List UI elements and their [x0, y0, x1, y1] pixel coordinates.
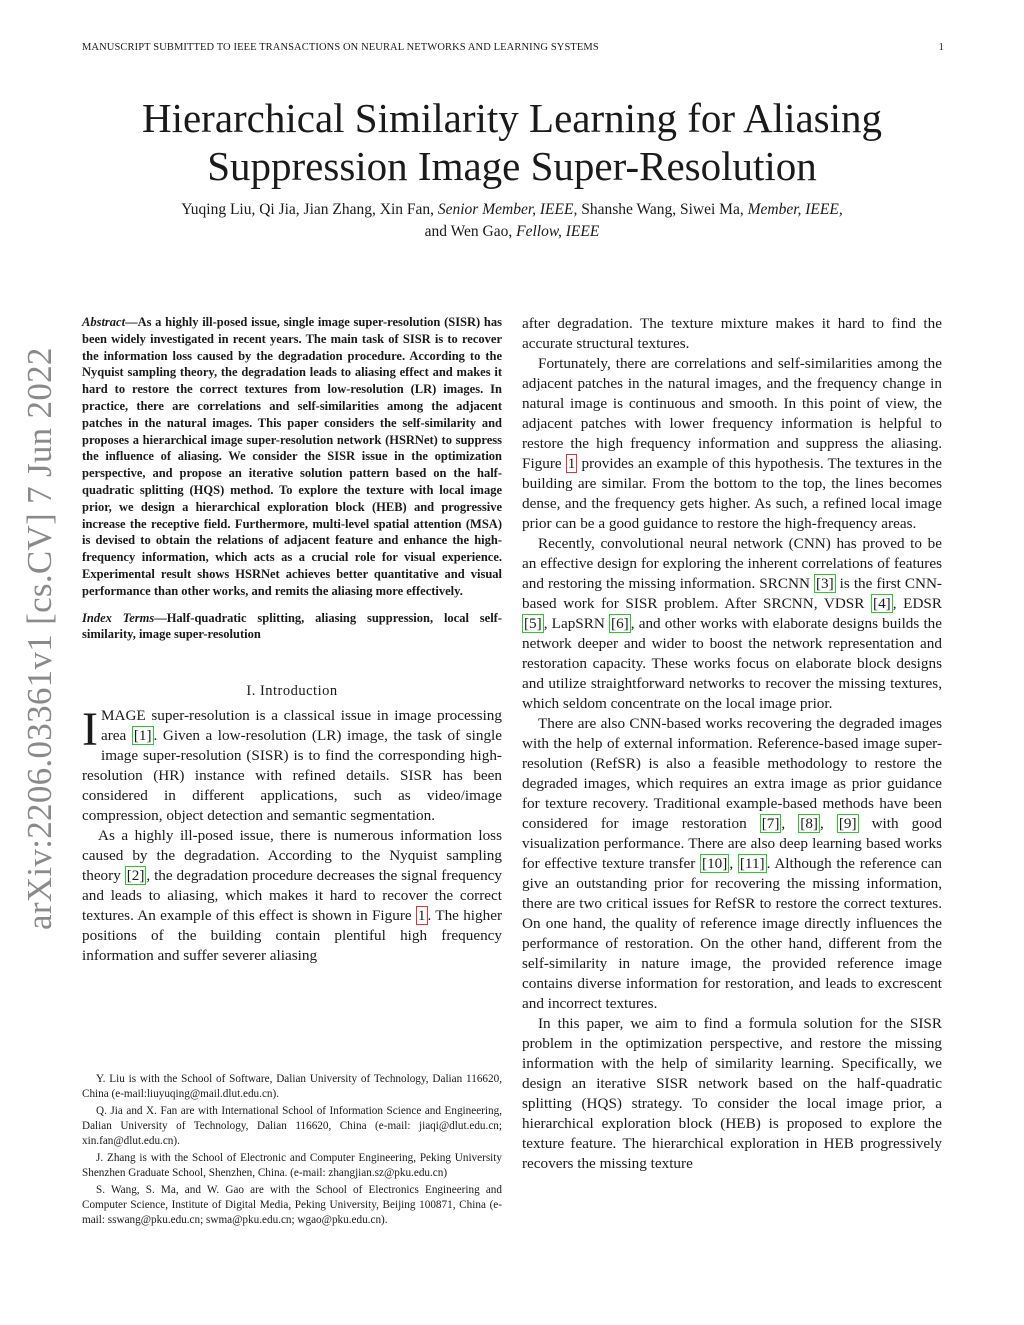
paragraph: after degradation. The texture mixture makes it hard to find the accurate structural textures.: [522, 315, 942, 352]
author-membership-senior: Senior Member, IEEE,: [437, 201, 578, 218]
text-run: with good visualization performance. There are also deep learning based works for effective texture transfer: [522, 815, 942, 872]
citation-link[interactable]: [2]: [126, 867, 145, 885]
text-run: provides an example of this hypothesis. The textures in the building are similar. From the bottom to the top, the lines becomes dense, and the frequency gets higher. As such, a refined local image prior can be a good guidance to restore the high-frequency areas.: [522, 455, 942, 532]
title-line-1: Hierarchical Similarity Learning for Aliasing: [141, 95, 883, 141]
index-terms-label: Index Terms: [82, 610, 155, 625]
text-run: MAGE super-resolution is a classical issue in image processing area: [100, 707, 502, 745]
citation-link[interactable]: [10]: [702, 855, 728, 872]
title-line-2: Suppression Image Super-Resolution: [207, 143, 817, 189]
text-run: Recently, convolutional neural network (CNN) has proved to be an effective design for exploring the inherent correlations of features and restoring the missing information. SRCNN: [522, 535, 942, 592]
authors-names-2: Shanshe Wang, Siwei Ma,: [577, 201, 748, 218]
paragraph: [522, 354, 942, 534]
paragraph: [82, 826, 502, 966]
section-heading-introduction: I. Introduction: [246, 683, 338, 700]
figure-link[interactable]: 1: [417, 907, 426, 925]
text-run: , and other works with elaborate designs builds the network deeper and wider to boost the network representation and restoration capacity. These works focus on elaborate block designs and utilize straightforward networks to recover the missing textures, which seldom concentrate on the local image prior.: [522, 615, 943, 712]
footnote: J. Zhang is with the School of Electronic and Computer Engineering, Peking University Shenzhen Graduate School, Shenzhen, China. (e-mail: zhangjian.sz@pku.edu.cn): [82, 1152, 502, 1179]
footnote: S. Wang, S. Ma, and W. Gao are with the School of Electronics Engineering and Computer Science, Institute of Digital Media, Peking University, Beijing 100871, China (e-mail: sswang@pku.edu.cn; swma@pku.edu.cn; wgao@pku.edu.cn).: [82, 1184, 502, 1226]
text-run: . The higher positions of the building contain plentiful high frequency information and suffer severer aliasing: [82, 907, 502, 965]
figure-link[interactable]: 1: [567, 455, 576, 472]
abstract: [82, 314, 502, 600]
text-run: . Although the reference can give an outstanding prior for recovering the missing information, there are two critical issues for RefSR to restore the correct textures. On one hand, the quality of reference image directly influences the performance of restoration. On the other hand, different from the self-similarity in nature image, the provided reference image contains diverse information for restoration, and leads to excrescent and incorrect textures.: [522, 855, 942, 1012]
text-run: There are also CNN-based works recovering the degraded images with the help of external information. Reference-based image super-resolution (RefSR) is also a feasible methodology to restore the degraded images, which requires an extra image as prior guidance for texture recovery. Traditional example-based methods have been considered for image restoration: [522, 715, 942, 832]
author-membership-fellow: Fellow, IEEE: [516, 223, 600, 240]
paragraph: In this paper, we aim to find a formula solution for the SISR problem in the optimization perspective, and restore the missing information with the help of similarity learning. Specifically, we design an iterative SISR network based on the half-quadratic splitting (HQS) strategy. To consider the local image prior, a hierarchical exploration block (HEB) is proposed to explore the texture feature. The hierarchical exploration in HEB progressively recovers the missing texture: [522, 1015, 942, 1172]
text-run: ,: [819, 815, 837, 832]
text-run: ,: [729, 855, 738, 872]
paper-title: [82, 94, 942, 190]
running-header: [82, 42, 944, 56]
text-run: is the first CNN-based work for SISR problem. After SRCNN, VDSR: [522, 575, 942, 612]
authors-names-3: and Wen Gao,: [424, 223, 517, 240]
abstract-text: —As a highly ill-posed issue, single image super-resolution (SISR) has been widely investigated in recent years. The main task of SISR is to recover the information loss caused by the degradation procedure. According to the Nyquist sampling theory, the degradation leads to aliasing effect and makes it hard to restore the correct textures from low-resolution (LR) images. In practice, there are correlations and self-similarities among the adjacent patches in the natural images. This paper considers the self-similarity and proposes a hierarchical image super-resolution network (HSRNet) to suppress the influence of aliasing. We consider the SISR issue in the optimization perspective, and propose an iterative solution pattern based on the half-quadratic splitting (HQS) method. To explore the texture with local image prior, we design a hierarchical exploration block (HEB) and progressive increase the receptive field. Furthermore, multi-level spatial attention (MSA) is devised to obtain the relations of adjacent feature and enhance the high-frequency information, which acts as a crucial role for visual experience. Experimental result shows HSRNet achieves better quantitative and visual performance than other works, and remits the aliasing more effectively.: [82, 315, 502, 598]
text-run: As a highly ill-posed issue, there is numerous information loss caused by the degradation. According to the Nyquist sampling theory: [82, 827, 502, 885]
paragraph: [82, 703, 502, 826]
text-run: . Given a low-resolution (LR) image, the task of single image super-resolution (SISR) is to find the corresponding high-resolution (HR) instance with refined details. SISR has been considered in different applications, such as video/image compression, object detection and semantic segmentation.: [82, 727, 502, 825]
text-run: , EDSR: [892, 595, 942, 612]
authors-names-1: Yuqing Liu, Qi Jia, Jian Zhang, Xin Fan,: [181, 201, 438, 218]
text-run: ,: [781, 815, 799, 832]
paragraph: [522, 534, 942, 714]
left-column: [82, 314, 502, 966]
footnote: Q. Jia and X. Fan are with International School of Information Science and Engineering, Dalian University of Technology, Dalian 116620, China (e-mail: jiaqi@dlut.edu.cn; xin.fan@dlut.edu.cn).: [82, 1105, 502, 1147]
citation-link[interactable]: [3]: [815, 575, 834, 592]
abstract-label: Abstract: [82, 315, 126, 329]
arxiv-stamp: arXiv:2206.03361v1 [cs.CV] 7 Jun 2022: [20, 347, 59, 930]
right-column: [522, 314, 942, 1174]
footnote: Y. Liu is with the School of Software, Dalian University of Technology, Dalian 116620, China (e-mail:liuyuqing@mail.dlut.edu.cn).: [82, 1073, 502, 1100]
citation-link[interactable]: [1]: [133, 727, 152, 745]
citation-link[interactable]: [11]: [739, 855, 765, 872]
authors-line-1: [82, 199, 942, 221]
drop-cap: I: [82, 703, 98, 757]
citation-link[interactable]: [6]: [611, 615, 629, 632]
intro-text-left: [82, 703, 502, 966]
author-membership-member: Member, IEEE,: [747, 201, 843, 218]
text-run: , the degradation procedure decreases the signal frequency and leads to aliasing, which makes it hard to recover the correct textures. An example of this effect is shown in Figure: [82, 867, 502, 925]
journal-name: MANUSCRIPT SUBMITTED TO IEEE TRANSACTIONS ON NEURAL NETWORKS AND LEARNING SYSTEMS: [82, 42, 599, 53]
citation-link[interactable]: [7]: [761, 815, 780, 832]
index-terms-text: —Half-quadratic splitting, aliasing suppression, local self-similarity, image super-resolution: [82, 610, 502, 642]
author-list: [82, 199, 942, 243]
text-run: Fortunately, there are correlations and self-similarities among the adjacent patches in the natural images, and the frequency change in natural image is continuous and smooth. In this point of view, the adjacent patches with lower frequency information is helpful to restore the high frequency information and suppress the aliasing. Figure: [522, 355, 942, 472]
citation-link[interactable]: [4]: [873, 595, 891, 612]
citation-link[interactable]: [9]: [838, 815, 857, 832]
citation-link[interactable]: [5]: [524, 615, 542, 632]
text-run: , LapSRN: [543, 615, 610, 632]
footnotes: [82, 1072, 502, 1230]
authors-line-2: [82, 221, 942, 243]
citation-link[interactable]: [8]: [800, 815, 818, 832]
paragraph: [522, 714, 942, 1014]
page-number: 1: [938, 42, 944, 53]
index-terms: [82, 610, 502, 644]
